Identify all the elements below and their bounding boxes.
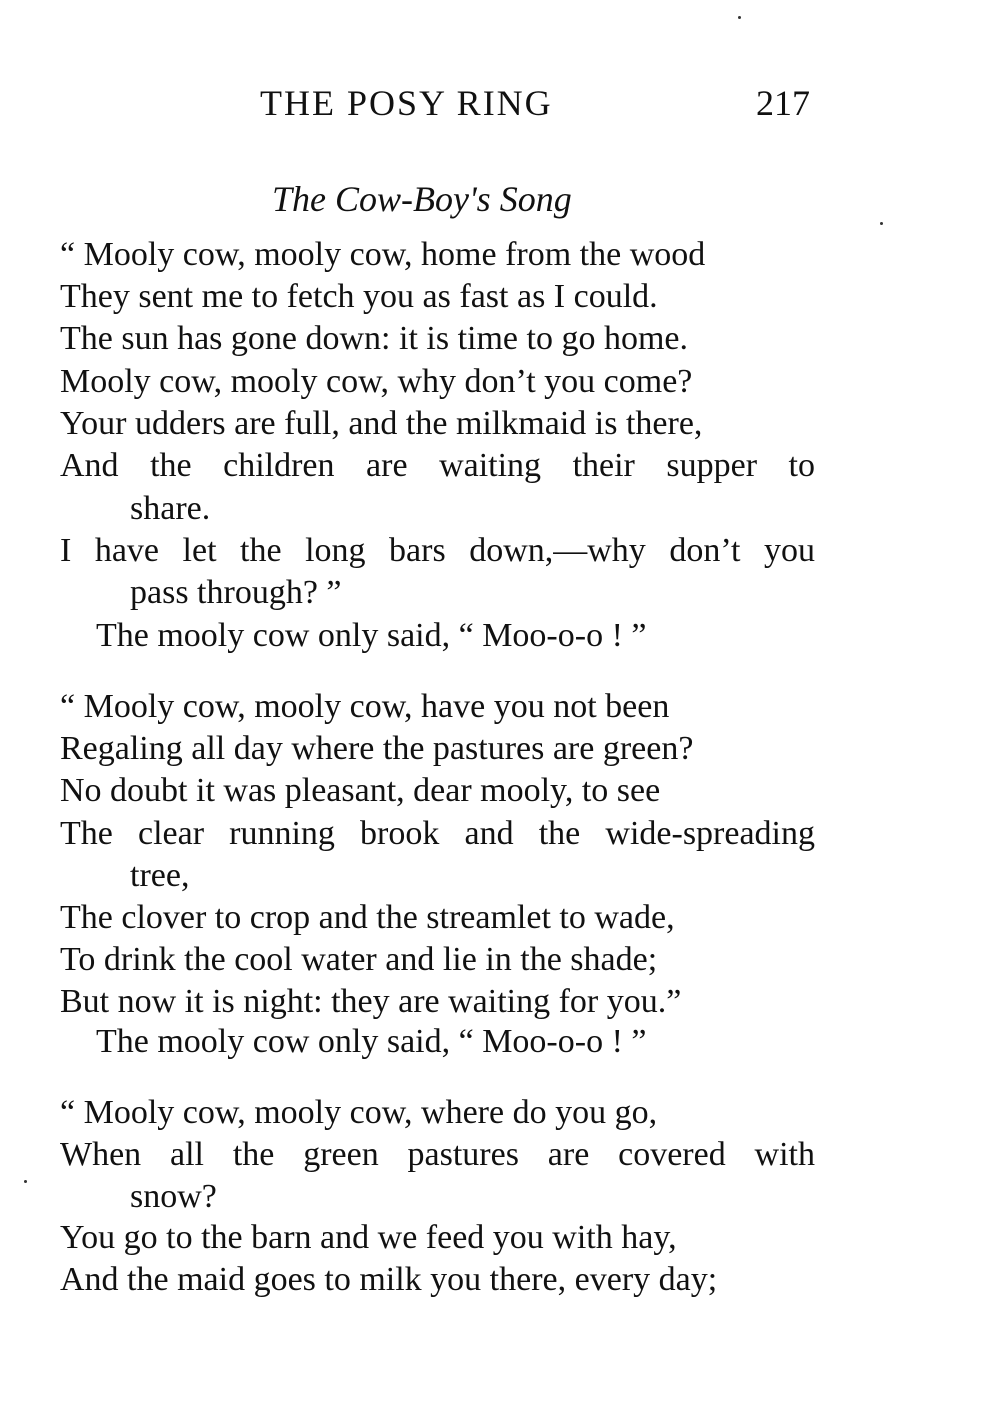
poem-line-continuation: pass through? ” (130, 574, 342, 611)
poem-line: You go to the barn and we feed you with hay, (60, 1219, 677, 1256)
scan-speck (24, 1180, 27, 1183)
poem-line: They sent me to fetch you as fast as I could. (60, 278, 658, 315)
scan-speck (738, 16, 741, 19)
poem-line: When all the green pastures are covered with (60, 1136, 815, 1173)
refrain-line: The mooly cow only said, “ Moo-o-o ! ” (96, 617, 647, 654)
refrain-line: The mooly cow only said, “ Moo-o-o ! ” (96, 1023, 647, 1060)
poem-title: The Cow-Boy's Song (272, 179, 572, 219)
poem-line: To drink the cool water and lie in the shade; (60, 941, 658, 978)
poem-line-continuation: share. (130, 490, 211, 527)
scan-speck (880, 222, 883, 225)
poem-line: And the maid goes to milk you there, every day; (60, 1261, 718, 1298)
poem-line: The clover to crop and the streamlet to wade, (60, 899, 675, 936)
poem-line: No doubt it was pleasant, dear mooly, to see (60, 772, 661, 809)
poem-line: And the children are waiting their supper to (60, 447, 815, 484)
poem-line: I have let the long bars down,—why don’t you (60, 532, 815, 569)
poem-line: Your udders are full, and the milkmaid is there, (60, 405, 703, 442)
poem-line: “ Mooly cow, mooly cow, home from the wood (60, 236, 706, 273)
poem-line: The sun has gone down: it is time to go home. (60, 320, 688, 357)
poem-line: Mooly cow, mooly cow, why don’t you come? (60, 363, 693, 400)
poem-line-continuation: snow? (130, 1178, 217, 1215)
page-number: 217 (756, 83, 810, 123)
poem-line: “ Mooly cow, mooly cow, where do you go, (60, 1094, 658, 1131)
poem-line-continuation: tree, (130, 857, 190, 894)
poem-line: The clear running brook and the wide-spreading (60, 815, 815, 852)
poem-line: But now it is night: they are waiting for you.” (60, 983, 682, 1020)
poem-line: “ Mooly cow, mooly cow, have you not been (60, 688, 670, 725)
running-head: THE POSY RING (260, 83, 553, 123)
poem-line: Regaling all day where the pastures are green? (60, 730, 694, 767)
